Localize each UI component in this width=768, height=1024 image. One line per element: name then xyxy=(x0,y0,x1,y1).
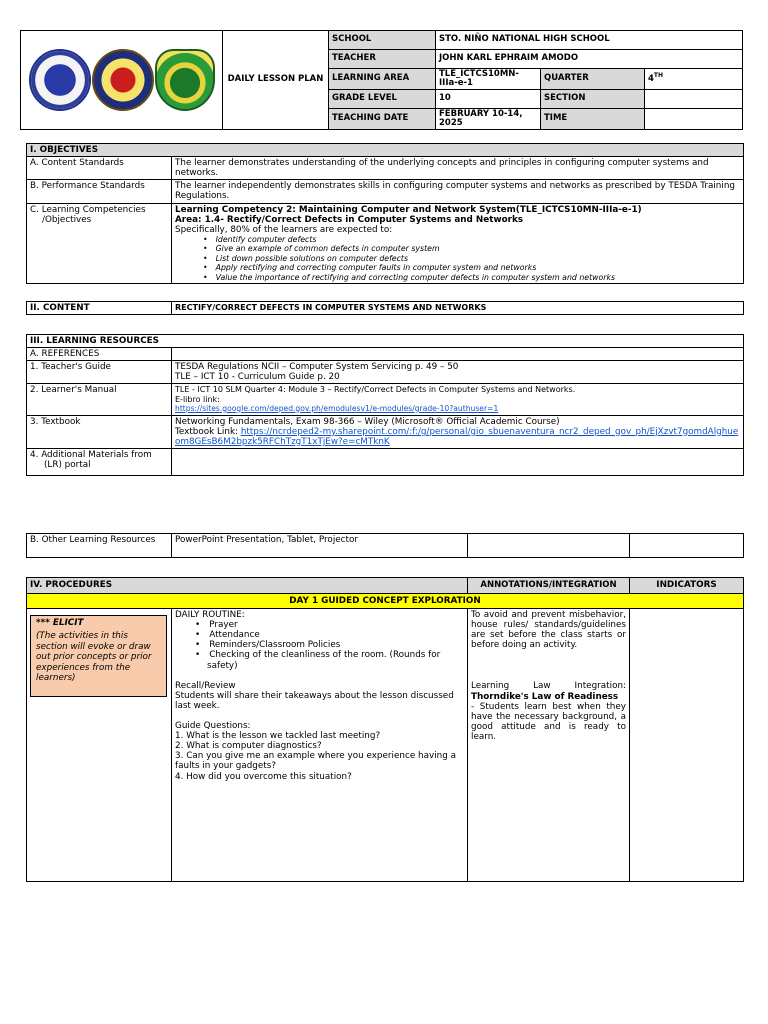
list-item: • Apply rectifying and correcting computer faults in computer system and networks xyxy=(203,263,740,273)
teaching-date-value: FEBRUARY 10-14, 2025 xyxy=(436,108,541,129)
other-resources-label: B. Other Learning Resources xyxy=(27,534,172,558)
content-standards-label: A. Content Standards xyxy=(27,157,172,180)
list-item: • Checking of the cleanliness of the room. (Rounds for safety) xyxy=(193,650,464,670)
recall-heading: Recall/Review xyxy=(175,680,236,691)
list-item: • Value the importance of rectifying and correcting computer defects in computer system and networks xyxy=(203,273,740,283)
guide-question: 3. Can you give me an example where you experience having a faults in your gadgets? xyxy=(175,751,456,772)
recall-text: Students will share their takeaways about the lesson discussed last week. xyxy=(175,690,454,711)
school-value: STO. NIÑO NATIONAL HIGH SCHOOL xyxy=(436,31,743,50)
other-resources-table xyxy=(26,533,744,558)
grade-level-value: 10 xyxy=(436,89,541,108)
objectives-table xyxy=(26,143,744,284)
content-table xyxy=(26,301,744,315)
annotation-law-text: - Students learn best when they have the necessary background, a good attitude and is ready to learn. xyxy=(471,701,626,742)
references-label: A. REFERENCES xyxy=(27,348,172,361)
elicit-title: *** ELICIT xyxy=(36,618,84,628)
additional-materials-label: 4. Additional Materials from (LR) portal xyxy=(27,448,172,475)
guide-question: 4. How did you overcome this situation? xyxy=(175,771,352,782)
guide-heading: Guide Questions: xyxy=(175,720,251,731)
annotation-law-label: Learning Law Integration: xyxy=(471,681,626,692)
routine-heading: DAILY ROUTINE: xyxy=(175,610,245,620)
resources-table xyxy=(26,334,744,476)
time-label: TIME xyxy=(541,108,645,129)
procedures-heading: IV. PROCEDURES xyxy=(27,578,468,594)
performance-standards-label: B. Performance Standards xyxy=(27,180,172,203)
school-label: SCHOOL xyxy=(329,31,436,50)
performance-standards-text: The learner independently demonstrates skills in configuring computer systems and networks as prescribed by TESDA Training Regulations. xyxy=(172,180,744,203)
teachers-guide-value: TESDA Regulations NCII – Computer System Servicing p. 49 – 50 TLE – ICT 10 - Curriculum Guide p. 20 xyxy=(172,361,744,384)
list-item: • Attendance xyxy=(193,630,464,640)
indicators-heading: INDICATORS xyxy=(630,578,744,594)
elicit-box xyxy=(30,615,167,697)
day-banner: DAY 1 GUIDED CONCEPT EXPLORATION xyxy=(27,594,744,609)
other-resources-value: PowerPoint Presentation, Tablet, Projector xyxy=(172,534,468,558)
indicator-cell xyxy=(630,609,744,882)
objectives-heading: I. OBJECTIVES xyxy=(27,144,744,157)
teachers-guide-label: 1. Teacher's Guide xyxy=(27,361,172,384)
quarter-label: QUARTER xyxy=(541,69,645,90)
teaching-date-label: TEACHING DATE xyxy=(329,108,436,129)
competency-line1: Learning Competency 2: Maintaining Computer and Network System(TLE_ICTCS10MN-IIIa-e-1) xyxy=(175,204,642,215)
content-value: RECTIFY/CORRECT DEFECTS IN COMPUTER SYSTEMS AND NETWORKS xyxy=(172,302,744,315)
annotation-cell xyxy=(468,609,630,882)
elicit-text: (The activities in this section will evoke or draw out prior concepts or prior experiences from the learners) xyxy=(36,631,152,684)
school-seal-icon xyxy=(92,49,154,111)
logo-cell xyxy=(21,31,223,130)
grade-level-label: GRADE LEVEL xyxy=(329,89,436,108)
annotations-heading: ANNOTATIONS/INTEGRATION xyxy=(468,578,630,594)
competency-list xyxy=(175,235,740,283)
time-value xyxy=(645,108,743,129)
list-item: • Give an example of common defects in computer system xyxy=(203,244,740,254)
annotation-law-name: Thorndike's Law of Readiness xyxy=(471,691,619,702)
content-standards-text: The learner demonstrates understanding of the underlying concepts and principles in configuring computer systems and networks. xyxy=(172,157,744,180)
section-label: SECTION xyxy=(541,89,645,108)
document-title: DAILY LESSON PLAN xyxy=(223,31,329,130)
teacher-label: TEACHER xyxy=(329,50,436,69)
guide-question: 2. What is computer diagnostics? xyxy=(175,741,322,752)
annotation-text: To avoid and prevent misbehavior, house rules/ standards/guidelines are set before the class starts or before doing an activity. xyxy=(471,610,626,651)
procedures-table xyxy=(26,577,744,882)
competencies-label: C. Learning Competencies /Objectives xyxy=(27,203,172,284)
list-item: • List down possible solutions on computer defects xyxy=(203,254,740,264)
additional-materials-value xyxy=(172,448,744,475)
resources-heading: III. LEARNING RESOURCES xyxy=(27,335,744,348)
list-item: • Identify computer defects xyxy=(203,235,740,245)
learning-area-value: TLE_ICTCS10MN-IIIa-e-1 xyxy=(436,69,541,90)
header-table xyxy=(20,30,743,130)
textbook-label: 3. Textbook xyxy=(27,415,172,448)
guide-question: 1. What is the lesson we tackled last meeting? xyxy=(175,731,381,742)
list-item: • Prayer xyxy=(193,620,464,630)
competencies-cell xyxy=(172,203,744,284)
learners-manual-value: TLE - ICT 10 SLM Quarter 4: Module 3 – Rectify/Correct Defects in Computer Systems and Networks. E-libro link: https://sites.google.com/deped.gov.ph/emodulesv1/e-modules/grade-10?authuser=1 xyxy=(172,384,744,415)
competency-intro: Specifically, 80% of the learners are expected to: xyxy=(175,224,393,235)
textbook-value: Networking Fundamentals, Exam 98-366 – Wiley (Microsoft® Official Academic Course) Textbook Link: https://ncrdeped2-my.sharepoint.com/:f:/g/personal/gio_sbuenaventura_ncr2_deped_gov_ph/EjXzvt7gomdAlghueom8GEsB6M2bpzk5RFChTzgT1xTjEw?e=cMTknK xyxy=(172,415,744,448)
teacher-value: JOHN KARL EPHRAIM AMODO xyxy=(436,50,743,69)
elicit-cell xyxy=(27,609,172,882)
content-heading: II. CONTENT xyxy=(27,302,172,315)
references-value xyxy=(172,348,744,361)
textbook-link[interactable]: https://ncrdeped2-my.sharepoint.com/:f:/g/personal/gio_sbuenaventura_ncr2_deped_gov_ph/EjXzvt7gomdAlghueom8GEsB6M2bpzk5RFChTzgT1xTjEw?e=cMTknK xyxy=(175,426,739,447)
list-item: • Reminders/Classroom Policies xyxy=(193,640,464,650)
quarter-value: 4TH xyxy=(645,69,743,90)
learners-manual-label: 2. Learner's Manual xyxy=(27,384,172,415)
learning-area-label: LEARNING AREA xyxy=(329,69,436,90)
district-seal-icon xyxy=(155,49,215,111)
procedure-activity-cell xyxy=(172,609,468,882)
deped-seal-icon xyxy=(29,49,91,111)
routine-list xyxy=(175,620,464,671)
section-value xyxy=(645,89,743,108)
competency-line2: Area: 1.4- Rectify/Correct Defects in Computer Systems and Networks xyxy=(175,214,524,225)
elibro-link[interactable]: https://sites.google.com/deped.gov.ph/emodulesv1/e-modules/grade-10?authuser=1 xyxy=(175,403,499,413)
other-resources-annotation xyxy=(468,534,630,558)
other-resources-indicator xyxy=(630,534,744,558)
